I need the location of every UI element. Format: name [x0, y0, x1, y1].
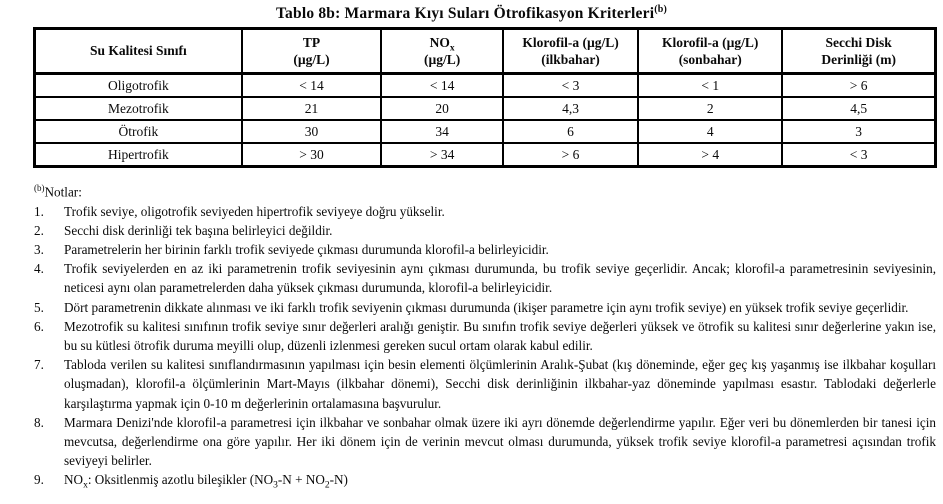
header-line — [641, 34, 779, 52]
text-segment: Tabloda verilen su kalitesi sınıflandırmasının yapılması için besin elementi ölçümlerinin Aralık-Şubat (kış döneminde, eğer geç kış yaşanmış ise ilkbahar koşulları oluşmadan), klorofil-a ölçümlerinin Mart-Mayıs (ilkbahar dönemi), Secchi disk derinliğinin ilkbahar-yaz döneminde yapılması esastır. Tablodaki değerlerle karşılaştırma yapmak için 0-10 m değerlerinin ortalamasına başvurulur. — [64, 357, 936, 411]
header-row — [35, 29, 936, 74]
text-segment: Marmara Denizi'nde klorofil-a parametresi için ilkbahar ve sonbahar olmak üzere iki ayrı dönemde değerlendirme yapılır. Eğer veri bu dönemlerden bir tanesi için mevcutsa, değerlendirme ona göre yapılır. Her iki dönem için de verinin mevcut olması durumunda, yüksek trofik seviye klorofil-a parametresi açısından trofik seviyeyi belirler. — [64, 414, 936, 469]
note-number: 4. — [34, 261, 44, 277]
text-segment: -N + NO — [277, 472, 325, 488]
text-segment: Secchi Disk — [825, 34, 892, 50]
value-cell: > 6 — [782, 74, 935, 98]
note-item — [34, 259, 936, 297]
value-cell: 2 — [638, 97, 782, 120]
table-header-row — [35, 29, 936, 74]
value-cell: < 14 — [381, 74, 503, 98]
text-segment: : Oksitlenmiş azotlu bileşikler (NO — [87, 472, 274, 488]
notes-list — [34, 202, 936, 490]
note-number: 5. — [34, 299, 44, 315]
value-cell: 3 — [782, 120, 935, 143]
note-item — [34, 317, 936, 355]
header-line — [38, 42, 239, 60]
note-number: 1. — [34, 203, 44, 219]
text-segment: Parametrelerin her birinin farklı trofik seviyede çıkması durumunda klorofil-a belirleyicidir. — [64, 241, 549, 257]
table-title-text: Tablo 8b: Marmara Kıyı Suları Ötrofikasyon Kriterleri — [275, 5, 655, 23]
text-segment: Derinliği (m) — [821, 52, 896, 68]
column-header-nox — [381, 29, 503, 74]
value-cell: > 6 — [503, 143, 638, 167]
text-segment: (ilkbahar) — [541, 52, 600, 68]
note-text — [64, 240, 936, 259]
note-item — [34, 298, 936, 317]
text-segment: NO — [64, 472, 84, 488]
text-segment: Klorofil-a (µg/L) — [522, 34, 619, 50]
text-segment: NO — [429, 34, 450, 50]
header-line — [245, 34, 379, 52]
table-row — [35, 74, 936, 98]
row-label-cell: Ötrofik — [35, 120, 242, 143]
text-segment: TP — [302, 34, 321, 50]
value-cell: < 1 — [638, 74, 782, 98]
notes-label — [34, 179, 936, 201]
eutrophication-criteria-table — [33, 27, 937, 168]
note-item — [34, 221, 936, 240]
value-cell: 4,3 — [503, 97, 638, 120]
value-cell: < 3 — [503, 74, 638, 98]
column-header-su-kalitesi-sinifi — [35, 29, 242, 74]
header-line — [384, 34, 500, 52]
table-body — [35, 74, 936, 167]
header-line — [384, 51, 500, 69]
note-text — [64, 355, 936, 413]
note-text — [64, 202, 936, 221]
text-segment: Su Kalitesi Sınıfı — [89, 43, 187, 59]
note-item — [34, 240, 936, 259]
header-line — [785, 34, 932, 52]
table-row — [35, 120, 936, 143]
subscript-text: x — [449, 43, 455, 54]
column-header-secchi-disk — [782, 29, 935, 74]
subscript-text: x — [83, 481, 88, 492]
value-cell: < 3 — [782, 143, 935, 167]
note-text — [64, 317, 936, 355]
value-cell: 4,5 — [782, 97, 935, 120]
table-row — [35, 97, 936, 120]
note-item — [34, 202, 936, 221]
text-segment: (µg/L) — [293, 52, 330, 68]
subscript-text: 2 — [324, 481, 330, 492]
text-segment: (sonbahar) — [678, 52, 742, 68]
note-text — [64, 470, 936, 492]
text-segment: -N) — [329, 472, 348, 488]
note-item — [34, 470, 936, 492]
note-number: 8. — [34, 414, 44, 430]
row-label-cell: Oligotrofik — [35, 74, 242, 98]
header-line — [785, 51, 932, 69]
value-cell: < 14 — [242, 74, 382, 98]
notes-label-superscript: (b) — [34, 183, 45, 194]
note-item — [34, 355, 936, 413]
table-row — [35, 143, 936, 167]
header-line — [506, 34, 635, 52]
note-text — [64, 413, 936, 471]
text-segment: Mezotrofik su kalitesi sınıfının trofik seviye sınır değerleri aralığı geniştir. Bu sınıfın trofik seviye değerleri yüksek ve ötrofik su kalitesi sınır değerlerine yakın ise, bu su kütlesi ötrofik duruma meyilli olup, düzenli izlenmesi gereken sucul ortam olarak kabul edilir. — [64, 318, 936, 353]
note-text — [64, 298, 936, 317]
table-title-superscript: (b) — [654, 4, 668, 15]
value-cell: 6 — [503, 120, 638, 143]
note-text — [64, 221, 936, 240]
subscript-text: 3 — [273, 481, 278, 492]
notes-label-text: Notlar: — [44, 184, 82, 200]
notes-section — [0, 179, 943, 492]
row-label-cell: Hipertrofik — [35, 143, 242, 167]
column-header-tp — [242, 29, 382, 74]
value-cell: 34 — [381, 120, 503, 143]
value-cell: > 4 — [638, 143, 782, 167]
value-cell: 4 — [638, 120, 782, 143]
value-cell: > 34 — [381, 143, 503, 167]
header-line — [641, 51, 779, 69]
text-segment: Trofik seviyelerden en az iki parametrenin trofik seviyesinin aynı çıkması durumunda, bu trofik seviye geçerlidir. Ancak; klorofil-a parametresinin seviyesinin, neticesi aynı olan parametrelerden daha yüksek çıkması durumunda, klorofil-a belirleyicidir. — [64, 261, 936, 296]
text-segment: Dört parametrenin dikkate alınması ve iki farklı trofik seviyenin çıkması durumunda (ikişer parametre için aynı trofik seviye) en yüksek trofik seviye geçerlidir. — [64, 299, 909, 315]
note-number: 3. — [34, 241, 44, 257]
text-segment: (µg/L) — [424, 52, 461, 68]
text-segment: Trofik seviye, oligotrofik seviyeden hipertrofik seviyeye doğru yükselir. — [64, 203, 445, 219]
text-segment: Klorofil-a (µg/L) — [662, 34, 759, 50]
header-line — [506, 51, 635, 69]
column-header-klorofil-a-sonbahar — [638, 29, 782, 74]
note-item — [34, 413, 936, 471]
header-line — [245, 51, 379, 69]
text-segment: Secchi disk derinliği tek başına belirleyici değildir. — [64, 222, 333, 238]
value-cell: > 30 — [242, 143, 382, 167]
column-header-klorofil-a-ilkbahar — [503, 29, 638, 74]
value-cell: 21 — [242, 97, 382, 120]
note-text — [64, 259, 936, 297]
note-number: 7. — [34, 357, 44, 373]
note-number: 2. — [34, 222, 44, 238]
row-label-cell: Mezotrofik — [35, 97, 242, 120]
note-number: 6. — [34, 318, 44, 334]
value-cell: 20 — [381, 97, 503, 120]
value-cell: 30 — [242, 120, 382, 143]
table-title — [0, 0, 943, 23]
note-number: 9. — [34, 472, 44, 488]
